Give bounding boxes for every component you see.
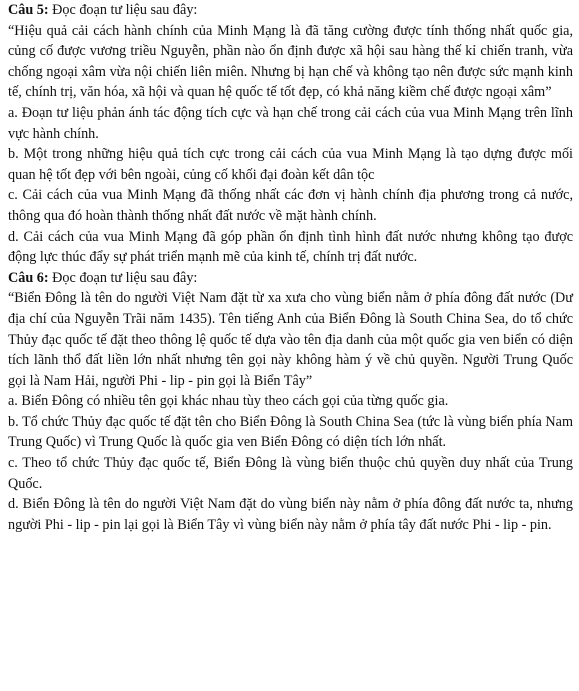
question-6 bbox=[8, 268, 573, 536]
question-5-quote: “Hiệu quả cải cách hành chính của Minh Mạng là đã tăng cường được tính thống nhất quốc gia, củng cố được vương triều Nguyễn, phần nào ổn định được xã hội sau hàng thế kỉ chiến tranh, vừa chống ngoại xâm vừa nội chiến liên miên. Nhưng bị hạn chế và không tạo nên được sức mạnh kinh tế, chính trị, văn hóa, xã hội và quan hệ quốc tế tốt đẹp, có khả năng kiềm chế được ngoại xâm” bbox=[8, 22, 573, 101]
question-5-statement-c: c. Cải cách của vua Minh Mạng đã thống nhất các đơn vị hành chính địa phương trong cả nước, thông qua đó hoàn thành thống nhất đất nước về mặt hành chính. bbox=[8, 187, 573, 224]
question-5-number: Câu 5: bbox=[8, 2, 49, 18]
question-5-statement-a: a. Đoạn tư liệu phản ánh tác động tích cực và hạn chế trong cải cách của vua Minh Mạng trên lĩnh vực hành chính. bbox=[8, 104, 573, 142]
question-5-statement-d: d. Cải cách của vua Minh Mạng đã góp phần ổn định tình hình đất nước nhưng không tạo được động lực thúc đẩy sự phát triển mạnh mẽ của kinh tế, chính trị đất nước. bbox=[8, 228, 573, 266]
question-6-statement-c: c. Theo tổ chức Thủy đạc quốc tế, Biển Đông là vùng biển thuộc chủ quyền duy nhất của Trung Quốc. bbox=[8, 455, 573, 492]
question-6-quote: “Biển Đông là tên do người Việt Nam đặt từ xa xưa cho vùng biển nằm ở phía đông đất nước (Dư địa chí của Nguyễn Trãi năm 1435). Tên tiếng Anh của Biển Đông là South China Sea, do tổ chức Thủy đạc quốc tế đặt theo thông lệ quốc tế dựa vào tên địa danh của một quốc gia ven biển có diện tích lãnh thổ đất liền lớn nhất nhưng tên gọi này không hàm ý về chủ quyền. Người Trung Quốc gọi là Nam Hải, người Phi - lip - pin gọi là Biển Tây” bbox=[8, 290, 573, 389]
question-6-number: Câu 6: bbox=[8, 269, 49, 286]
question-5-statement-b: b. Một trong những hiệu quả tích cực trong cải cách của vua Minh Mạng là tạo dựng được mối quan hệ tốt đẹp với bên ngoài, củng cố khối đại đoàn kết dân tộc bbox=[8, 146, 573, 183]
question-5-header bbox=[8, 0, 573, 21]
question-6-statement-b: b. Tổ chức Thủy đạc quốc tế đặt tên cho Biển Đông là South China Sea (tức là vùng biển phía Nam Trung Quốc) vì Trung Quốc là quốc gia ven Biển Đông có diện tích lớn nhất. bbox=[8, 413, 573, 451]
question-6-statement-d: d. Biển Đông là tên do người Việt Nam đặt do vùng biển này nằm ở phía đông đất nước ta, nhưng người Phi - lip - pin lại gọi là Biển Tây vì vùng biển này nằm ở phía tây đất nước Phi - lip - pin. bbox=[8, 496, 573, 533]
question-6-prompt: Đọc đoạn tư liệu sau đây: bbox=[48, 269, 198, 286]
question-6-header bbox=[8, 268, 573, 289]
question-5 bbox=[8, 0, 573, 268]
question-6-statement-a: a. Biển Đông có nhiều tên gọi khác nhau tùy theo cách gọi của từng quốc gia. bbox=[8, 393, 449, 410]
question-5-prompt: Đọc đoạn tư liệu sau đây: bbox=[48, 2, 198, 18]
